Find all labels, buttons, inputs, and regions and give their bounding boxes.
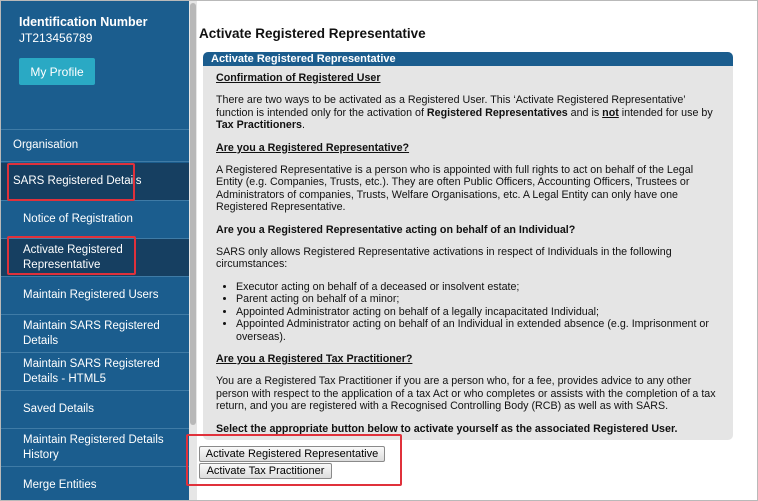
list-item: • Executor acting on behalf of a deceased or insolvent estate;	[236, 281, 722, 293]
activation-panel	[203, 52, 733, 440]
confirmation-heading: Confirmation of Registered User	[216, 72, 381, 84]
my-profile-button[interactable]: My Profile	[19, 58, 95, 85]
select-instruction: Select the appropriate button below to activate yourself as the associated Registered User.	[216, 422, 678, 435]
sidebar-item-label	[23, 319, 160, 349]
circumstances-list	[236, 281, 722, 343]
sidebar-item-label	[23, 243, 123, 273]
representative-heading: Are you a Registered Representative?	[216, 141, 410, 154]
sidebar-item-label	[23, 357, 160, 387]
sidebar-item-label: Merge Entities	[23, 479, 97, 491]
sidebar	[1, 1, 197, 500]
sidebar-scrollbar[interactable]	[189, 1, 197, 500]
intro-bold-tax-practitioners: Tax Practitioners	[216, 119, 302, 132]
sidebar-item-saved-details[interactable]	[1, 391, 189, 429]
identification-number-value: JT213456789	[19, 31, 93, 45]
individual-paragraph: SARS only allows Registered Representative activations in respect of Individuals in the following circumstances:	[216, 246, 672, 271]
activate-registered-representative-button[interactable]: Activate Registered Representative	[199, 446, 385, 462]
sidebar-item-activate-registered-representative[interactable]	[1, 239, 189, 277]
intro-text-4: .	[301, 119, 305, 132]
identification-number-label: Identification Number	[19, 15, 148, 29]
sidebar-item-maintain-sars-registered-details[interactable]	[1, 315, 189, 353]
sidebar-item-label-line2: Representative	[23, 258, 101, 271]
sidebar-item-label-line1: Activate Registered	[23, 243, 123, 256]
intro-bold-registered-representatives: Registered Representatives	[426, 106, 568, 119]
sidebar-item-label: Saved Details	[23, 403, 94, 415]
page-title: Activate Registered Representative	[199, 26, 426, 41]
sidebar-item-organisation[interactable]	[1, 129, 189, 162]
sidebar-item-notice-of-registration[interactable]	[1, 201, 189, 239]
representative-paragraph: A Registered Representative is a person who is appointed with full rights to act on behalf of the Legal Entity (e.g. Companies, Trusts, etc.). They are often Public Officers, Accounting Officers, Trustees or Administrators of companies, Trusts, Welfare Organisations, etc. A Legal Entity can only have one Registered Representative.	[216, 164, 694, 214]
sidebar-item-merge-entities[interactable]	[1, 467, 189, 500]
intro-paragraph	[216, 94, 722, 131]
sidebar-item-maintain-registered-details-history[interactable]	[1, 429, 189, 467]
intro-text-3: intended for use by	[618, 106, 713, 119]
sidebar-item-label	[23, 433, 164, 463]
sidebar-item-label: Maintain Registered Users	[23, 289, 159, 301]
list-item: • Appointed Administrator acting on behalf of an Individual in extended absence (e.g. Imprisonment or overseas).	[236, 318, 722, 343]
sidebar-item-maintain-sars-registered-details-html5[interactable]	[1, 353, 189, 391]
sidebar-item-label-line1: Maintain SARS Registered	[23, 319, 160, 332]
sidebar-scrollbar-thumb[interactable]	[190, 3, 196, 425]
tax-practitioner-paragraph: You are a Registered Tax Practitioner if you are a person who, for a fee, provides advice to any other person with respect to the application of a tax Act or who completes or assists with the completion of a tax return, and you are registered with a Recognised Controlling Body (RCB) as well as with SARS.	[216, 375, 716, 413]
sidebar-item-maintain-registered-users[interactable]	[1, 277, 189, 315]
panel-content	[216, 72, 722, 445]
tax-practitioner-heading: Are you a Registered Tax Practitioner?	[216, 352, 413, 365]
sidebar-item-label-line1: Maintain SARS Registered	[23, 357, 160, 370]
sidebar-item-label-line2: History	[23, 448, 59, 461]
sidebar-item-label: Notice of Registration	[23, 213, 133, 225]
individual-heading: Are you a Registered Representative acting on behalf of an Individual?	[216, 223, 576, 236]
sidebar-content	[1, 1, 189, 500]
sidebar-item-label: SARS Registered Details	[13, 175, 142, 187]
intro-text-1: There are two ways to be activated as a Registered User. This ‘Activate Registered Representative’ function is intended only for the activation of	[216, 94, 686, 119]
sidebar-item-sars-registered-details[interactable]	[1, 163, 189, 201]
list-item: • Parent acting on behalf of a minor;	[236, 293, 722, 305]
intro-not: not	[602, 106, 619, 119]
sidebar-item-label-line1: Maintain Registered Details	[23, 433, 164, 446]
sidebar-item-label: Organisation	[13, 139, 79, 151]
activate-tax-practitioner-button[interactable]: Activate Tax Practitioner	[199, 463, 332, 479]
panel-header: Activate Registered Representative	[203, 52, 733, 66]
sidebar-item-label-line2: Details - HTML5	[23, 372, 107, 385]
sidebar-item-label-line2: Details	[23, 334, 59, 347]
list-item: • Appointed Administrator acting on behalf of a legally incapacitated Individual;	[236, 306, 722, 318]
intro-text-2: and is	[567, 106, 603, 119]
